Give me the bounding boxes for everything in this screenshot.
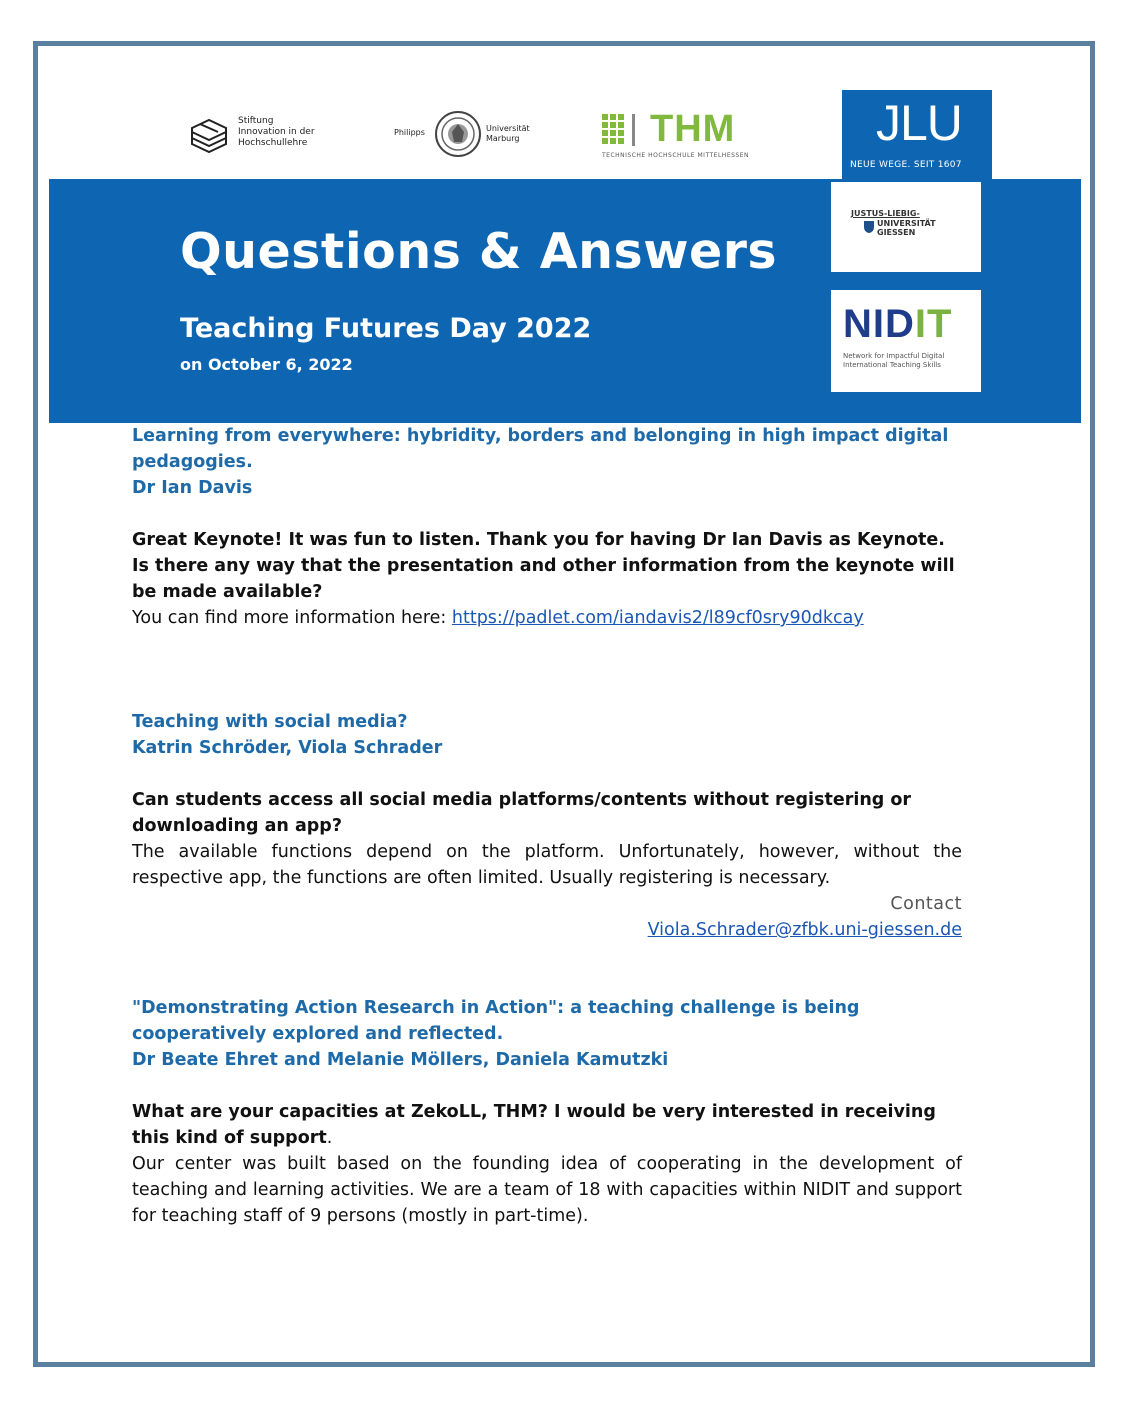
justus-line-2: UNIVERSITÄT bbox=[877, 219, 936, 228]
stiftung-cube-icon bbox=[188, 116, 230, 156]
answer bbox=[132, 605, 962, 631]
qa-content bbox=[132, 423, 962, 1229]
talk-title: Learning from everywhere: hybridity, borders and belonging in high impact digital pedagogies. bbox=[132, 426, 949, 472]
qa-section-social-media bbox=[132, 709, 962, 943]
talk-speaker: Katrin Schröder, Viola Schrader bbox=[132, 738, 443, 758]
event-title: Teaching Futures Day 2022 bbox=[180, 313, 592, 344]
nidit-sub-line-1: Network for Impactful Digital bbox=[843, 352, 945, 360]
question-text: What are your capacities at ZekoLL, THM? I would be very interested in receiving this kind of support bbox=[132, 1102, 936, 1148]
question: Great Keynote! It was fun to listen. Thank you for having Dr Ian Davis as Keynote. Is there any way that the presentation and other information from the keynote will be made available? bbox=[132, 530, 955, 602]
thm-grid-icon bbox=[602, 114, 642, 146]
justus-line-1: JUSTUS-LIEBIG- bbox=[851, 209, 920, 218]
marburg-right-line-1: Universität bbox=[486, 124, 530, 133]
talk-speaker: Dr Beate Ehret and Melanie Möllers, Daniela Kamutzki bbox=[132, 1050, 669, 1070]
justus-line-3: GIESSEN bbox=[877, 228, 916, 237]
padlet-link[interactable]: https://padlet.com/iandavis2/l89cf0sry90dkcay bbox=[451, 608, 864, 628]
thm-logo bbox=[602, 108, 762, 164]
stiftung-line-3: Hochschullehre bbox=[238, 138, 308, 148]
thm-wordmark: THM bbox=[650, 108, 736, 150]
qa-section-keynote bbox=[132, 423, 962, 631]
jlu-logo bbox=[842, 90, 992, 180]
stiftung-logo bbox=[188, 116, 338, 160]
talk-title: Teaching with social media? bbox=[132, 712, 408, 732]
nidit-logo bbox=[831, 290, 981, 392]
marburg-left-text: Philipps bbox=[394, 128, 425, 137]
stiftung-line-2: Innovation in der bbox=[238, 127, 315, 137]
marburg-right-line-2: Marburg bbox=[486, 134, 520, 143]
justus-shield-icon bbox=[863, 220, 875, 234]
marburg-seal-icon bbox=[434, 110, 482, 158]
thm-subtitle: TECHNISCHE HOCHSCHULE MITTELHESSEN bbox=[602, 152, 750, 159]
marburg-logo bbox=[394, 108, 544, 160]
nidit-wordmark-part-2: IT bbox=[914, 302, 953, 346]
jlu-wordmark: JLU bbox=[876, 95, 962, 151]
answer: Our center was built based on the founding idea of cooperating in the development of teaching and learning activities. We are a team of 18 with capacities within NIDIT and support for teaching staff of 9 persons (mostly in part-time). bbox=[132, 1154, 962, 1226]
talk-speaker: Dr Ian Davis bbox=[132, 478, 253, 498]
nidit-sub-line-2: International Teaching Skills bbox=[843, 361, 941, 369]
answer-text: You can find more information here: bbox=[132, 608, 452, 628]
question bbox=[132, 1099, 962, 1151]
justus-liebig-logo bbox=[831, 182, 981, 272]
qa-section-action-research bbox=[132, 995, 962, 1229]
question-end: . bbox=[326, 1128, 333, 1148]
stiftung-line-1: Stiftung bbox=[238, 116, 274, 126]
jlu-tagline: NEUE WEGE. SEIT 1607 bbox=[850, 160, 962, 170]
nidit-wordmark-part-1: NID bbox=[843, 302, 915, 346]
page-title: Questions & Answers bbox=[180, 223, 778, 280]
nidit-wordmark bbox=[843, 302, 952, 347]
event-date: on October 6, 2022 bbox=[180, 355, 353, 374]
question: Can students access all social media platforms/contents without registering or downloading an app? bbox=[132, 790, 912, 836]
talk-title: "Demonstrating Action Research in Action": a teaching challenge is being cooperatively explored and reflected. bbox=[132, 998, 860, 1044]
contact-email-link[interactable]: Viola.Schrader@zfbk.uni-giessen.de bbox=[647, 920, 962, 940]
contact-label: Contact bbox=[890, 894, 962, 914]
answer: The available functions depend on the platform. Unfortunately, however, without the respective app, the functions are often limited. Usually registering is necessary. bbox=[132, 842, 962, 888]
